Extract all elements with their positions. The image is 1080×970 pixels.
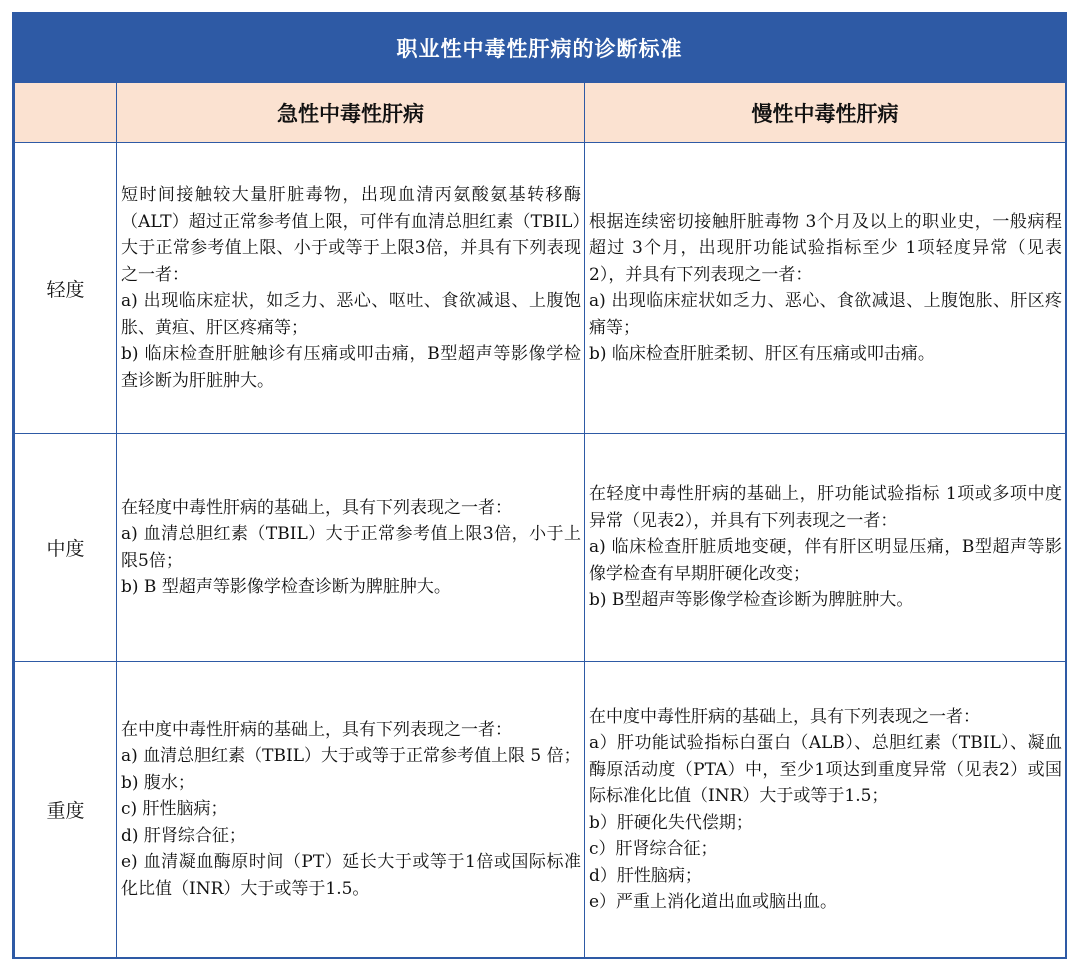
cell-text: 在中度中毒性肝病的基础上，具有下列表现之一者： — [121, 719, 512, 740]
header-acute: 急性中毒性肝病 — [117, 83, 585, 143]
cell-text: a) 血清总胆红素（TBIL）大于正常参考值上限3倍，小于上限5倍； — [121, 524, 581, 571]
chronic-mild-cell — [585, 143, 1066, 434]
cell-text: a) 血清总胆红素（TBIL）大于或等于正常参考值上限 5 倍； — [121, 746, 581, 767]
criteria-table — [14, 82, 1066, 958]
cell-text: b) B型超声等影像学检查诊断为脾脏肿大。 — [589, 590, 914, 611]
cell-text: d) 肝肾综合征； — [121, 825, 246, 846]
cell-text: b) 腹水； — [121, 772, 195, 793]
cell-text: b）肝硬化失代偿期； — [589, 812, 753, 833]
cell-text: e) 血清凝血酶原时间（PT）延长大于或等于1倍或国际标准化比值（INR）大于或等于1.5。 — [121, 852, 581, 899]
chronic-severe-cell — [585, 662, 1066, 958]
cell-text: a) 出现临床症状，如乏力、恶心、呕吐、食欲减退、上腹饱胀、黄疸、肝区疼痛等； — [121, 291, 581, 338]
cell-text: d）肝性脑病； — [589, 865, 702, 886]
level-moderate: 中度 — [15, 434, 117, 662]
cell-text: 在中度中毒性肝病的基础上，具有下列表现之一者： — [589, 706, 980, 727]
table-row — [15, 143, 1066, 434]
cell-text: a）肝功能试验指标白蛋白（ALB）、总胆红素（TBIL）、凝血酶原活动度（PTA）中，至少1项达到重度异常（见表2）或国际标准化比值（INR）大于或等于1.5； — [589, 733, 1062, 806]
header-chronic: 慢性中毒性肝病 — [585, 83, 1066, 143]
table-title: 职业性中毒性肝病的诊断标准 — [14, 14, 1065, 82]
acute-severe-cell — [117, 662, 585, 958]
cell-text: c) 肝性脑病； — [121, 799, 228, 820]
acute-mild-cell — [117, 143, 585, 434]
header-row — [15, 83, 1066, 143]
cell-text: 在轻度中毒性肝病的基础上，肝功能试验指标 1项或多项中度异常（见表2），并具有下列表现之一者： — [589, 484, 1062, 531]
cell-text: b) B 型超声等影像学检查诊断为脾脏肿大。 — [121, 577, 451, 597]
chronic-moderate-cell — [585, 434, 1066, 662]
criteria-table-frame — [12, 12, 1067, 959]
cell-text: b) 临床检查肝脏触诊有压痛或叩击痛，B型超声等影像学检查诊断为肝脏肿大。 — [121, 344, 581, 391]
cell-text: 短时间接触较大量肝脏毒物，出现血清丙氨酸氨基转移酶（ALT）超过正常参考值上限，可伴有血清总胆红素（TBIL）大于正常参考值上限、小于或等于上限3倍，并具有下列表现之一者： — [121, 185, 581, 285]
cell-text: c）肝肾综合征； — [589, 839, 718, 859]
cell-text: b) 临床检查肝脏柔韧、肝区有压痛或叩击痛。 — [589, 344, 935, 364]
table-row — [15, 662, 1066, 958]
acute-moderate-cell — [117, 434, 585, 662]
cell-text: 根据连续密切接触肝脏毒物 3个月及以上的职业史，一般病程超过 3个月，出现肝功能试验指标至少 1项轻度异常（见表2），并具有下列表现之一者： — [589, 211, 1062, 285]
cell-text: e）严重上消化道出血或脑出血。 — [589, 892, 838, 912]
header-corner — [15, 83, 117, 143]
level-mild: 轻度 — [15, 143, 117, 434]
cell-text: a) 临床检查肝脏质地变硬，伴有肝区明显压痛，B型超声等影像学检查有早期肝硬化改变； — [589, 537, 1062, 584]
table-row — [15, 434, 1066, 662]
cell-text: a) 出现临床症状如乏力、恶心、食欲减退、上腹饱胀、肝区疼痛等； — [589, 291, 1062, 338]
level-severe: 重度 — [15, 662, 117, 958]
cell-text: 在轻度中毒性肝病的基础上，具有下列表现之一者： — [121, 497, 512, 518]
